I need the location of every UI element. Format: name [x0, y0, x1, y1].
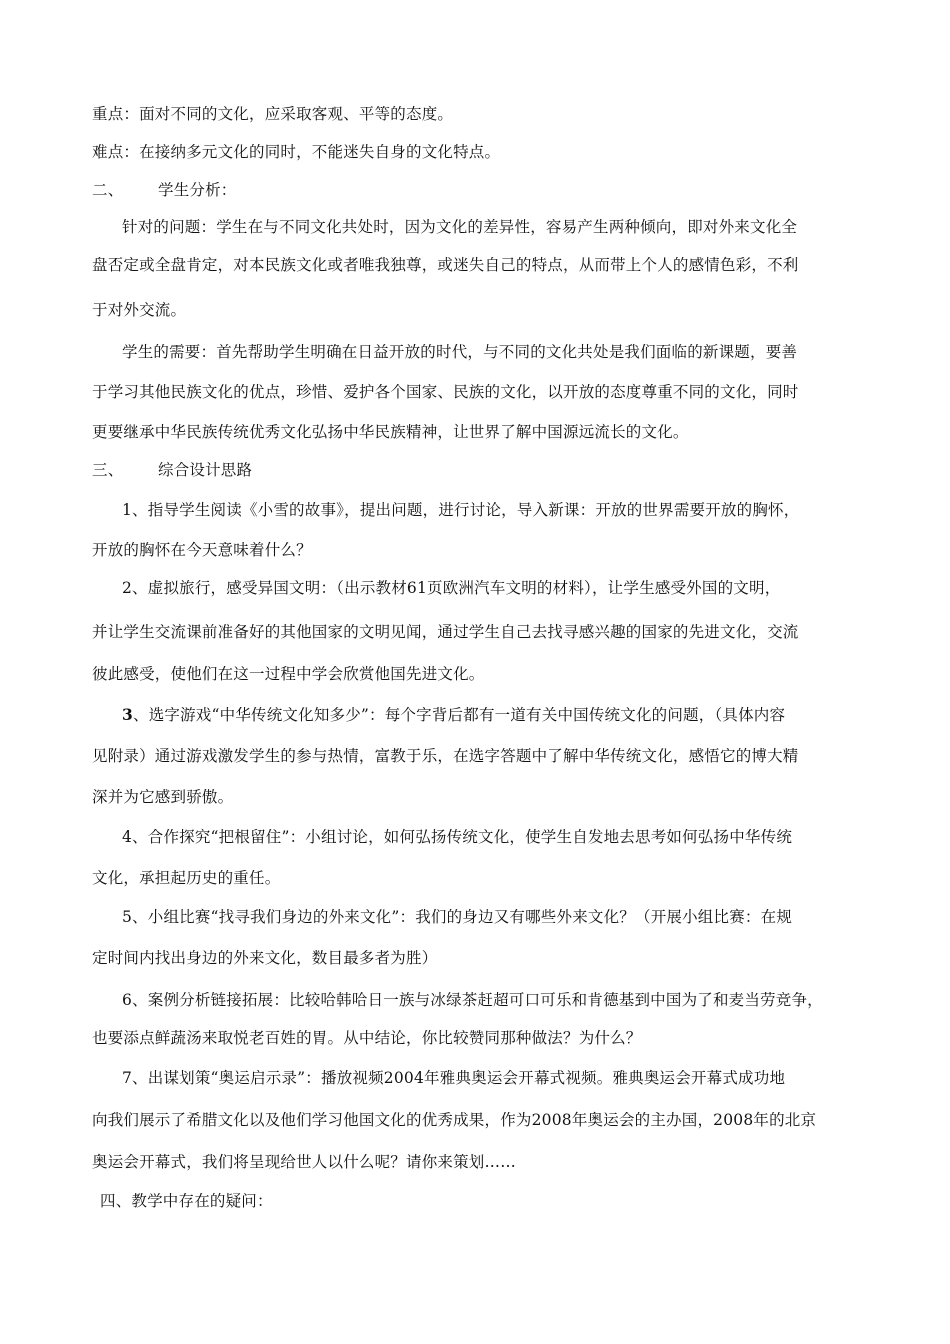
- list-item-line: [122, 705, 785, 725]
- list-item-line: 6、案例分析链接拓展：比较哈韩哈日一族与冰绿茶赶超可口可乐和肯德基到中国为了和麦当劳竞争，: [122, 991, 823, 1009]
- list-item-line: 4、合作探究“把根留住”：小组讨论，如何弘扬传统文化，使学生自发地去思考如何弘扬中华传统: [122, 828, 793, 846]
- list-item-line: 深并为它感到骄傲。: [92, 788, 234, 806]
- paragraph-line: 针对的问题：学生在与不同文化共处时，因为文化的差异性，容易产生两种倾向，即对外来文化全: [122, 218, 798, 236]
- section-heading-student-analysis: [92, 180, 237, 200]
- paragraph-line: 更要继承中华民族传统优秀文化弘扬中华民族精神，让世界了解中国源远流长的文化。: [92, 423, 689, 441]
- key-point-line: 重点：面对不同的文化，应采取客观、平等的态度。: [92, 105, 454, 123]
- list-item-line: 也要添点鲜蔬汤来取悦老百姓的胃。从中结论，你比较赞同那种做法？为什么？: [92, 1029, 642, 1047]
- section-title: 综合设计思路: [158, 461, 253, 479]
- list-item-line: 1、指导学生阅读《小雪的故事》，提出问题，进行讨论，导入新课：开放的世界需要开放的胸怀，: [122, 501, 800, 519]
- paragraph-line: 于对外交流。: [92, 301, 187, 319]
- list-item-line: 并让学生交流课前准备好的其他国家的文明见闻，通过学生自己去找寻感兴趣的国家的先进文化，交流: [92, 623, 799, 641]
- paragraph-line: 盘否定或全盘肯定，对本民族文化或者唯我独尊，或迷失自己的特点，从而带上个人的感情色彩，不利: [92, 256, 799, 274]
- item-text: 、选字游戏“中华传统文化知多少”：每个字背后都有一道有关中国传统文化的问题，（具体内容: [133, 706, 786, 724]
- list-item-line: 7、出谋划策“奥运启示录”：播放视频2004年雅典奥运会开幕式视频。雅典奥运会开幕式成功地: [122, 1069, 786, 1087]
- section-heading-questions: 四、教学中存在的疑问：: [100, 1192, 273, 1210]
- item-number: 3: [122, 705, 133, 724]
- list-item-line: 5、小组比赛“找寻我们身边的外来文化”：我们的身边又有哪些外来文化？（开展小组比赛：在规: [122, 908, 793, 926]
- list-item-line: 向我们展示了希腊文化以及他们学习他国文化的优秀成果，作为2008年奥运会的主办国，2008年的北京: [92, 1111, 817, 1129]
- section-number: 二、: [92, 181, 124, 199]
- list-item-line: 定时间内找出身边的外来文化，数目最多者为胜）: [92, 949, 438, 967]
- section-number: 三、: [92, 461, 124, 479]
- section-title: 学生分析：: [158, 181, 237, 199]
- list-item-line: 见附录）通过游戏激发学生的参与热情，富教于乐，在选字答题中了解中华传统文化，感悟它的博大精: [92, 747, 799, 765]
- list-item-line: 奥运会开幕式，我们将呈现给世人以什么呢？请你来策划……: [92, 1153, 516, 1171]
- difficulty-line: 难点：在接纳多元文化的同时，不能迷失自身的文化特点。: [92, 143, 501, 161]
- list-item-line: 文化，承担起历史的重任。: [92, 869, 281, 887]
- paragraph-line: 学生的需要：首先帮助学生明确在日益开放的时代，与不同的文化共处是我们面临的新课题，要善: [122, 343, 798, 361]
- list-item-line: 彼此感受，使他们在这一过程中学会欣赏他国先进文化。: [92, 665, 485, 683]
- section-heading-design: [92, 460, 252, 480]
- paragraph-line: 于学习其他民族文化的优点，珍惜、爱护各个国家、民族的文化，以开放的态度尊重不同的文化，同时: [92, 383, 799, 401]
- list-item-line: 开放的胸怀在今天意味着什么？: [92, 541, 312, 559]
- list-item-line: 2、虚拟旅行，感受异国文明：（出示教材61页欧洲汽车文明的材料），让学生感受外国的文明，: [122, 579, 781, 597]
